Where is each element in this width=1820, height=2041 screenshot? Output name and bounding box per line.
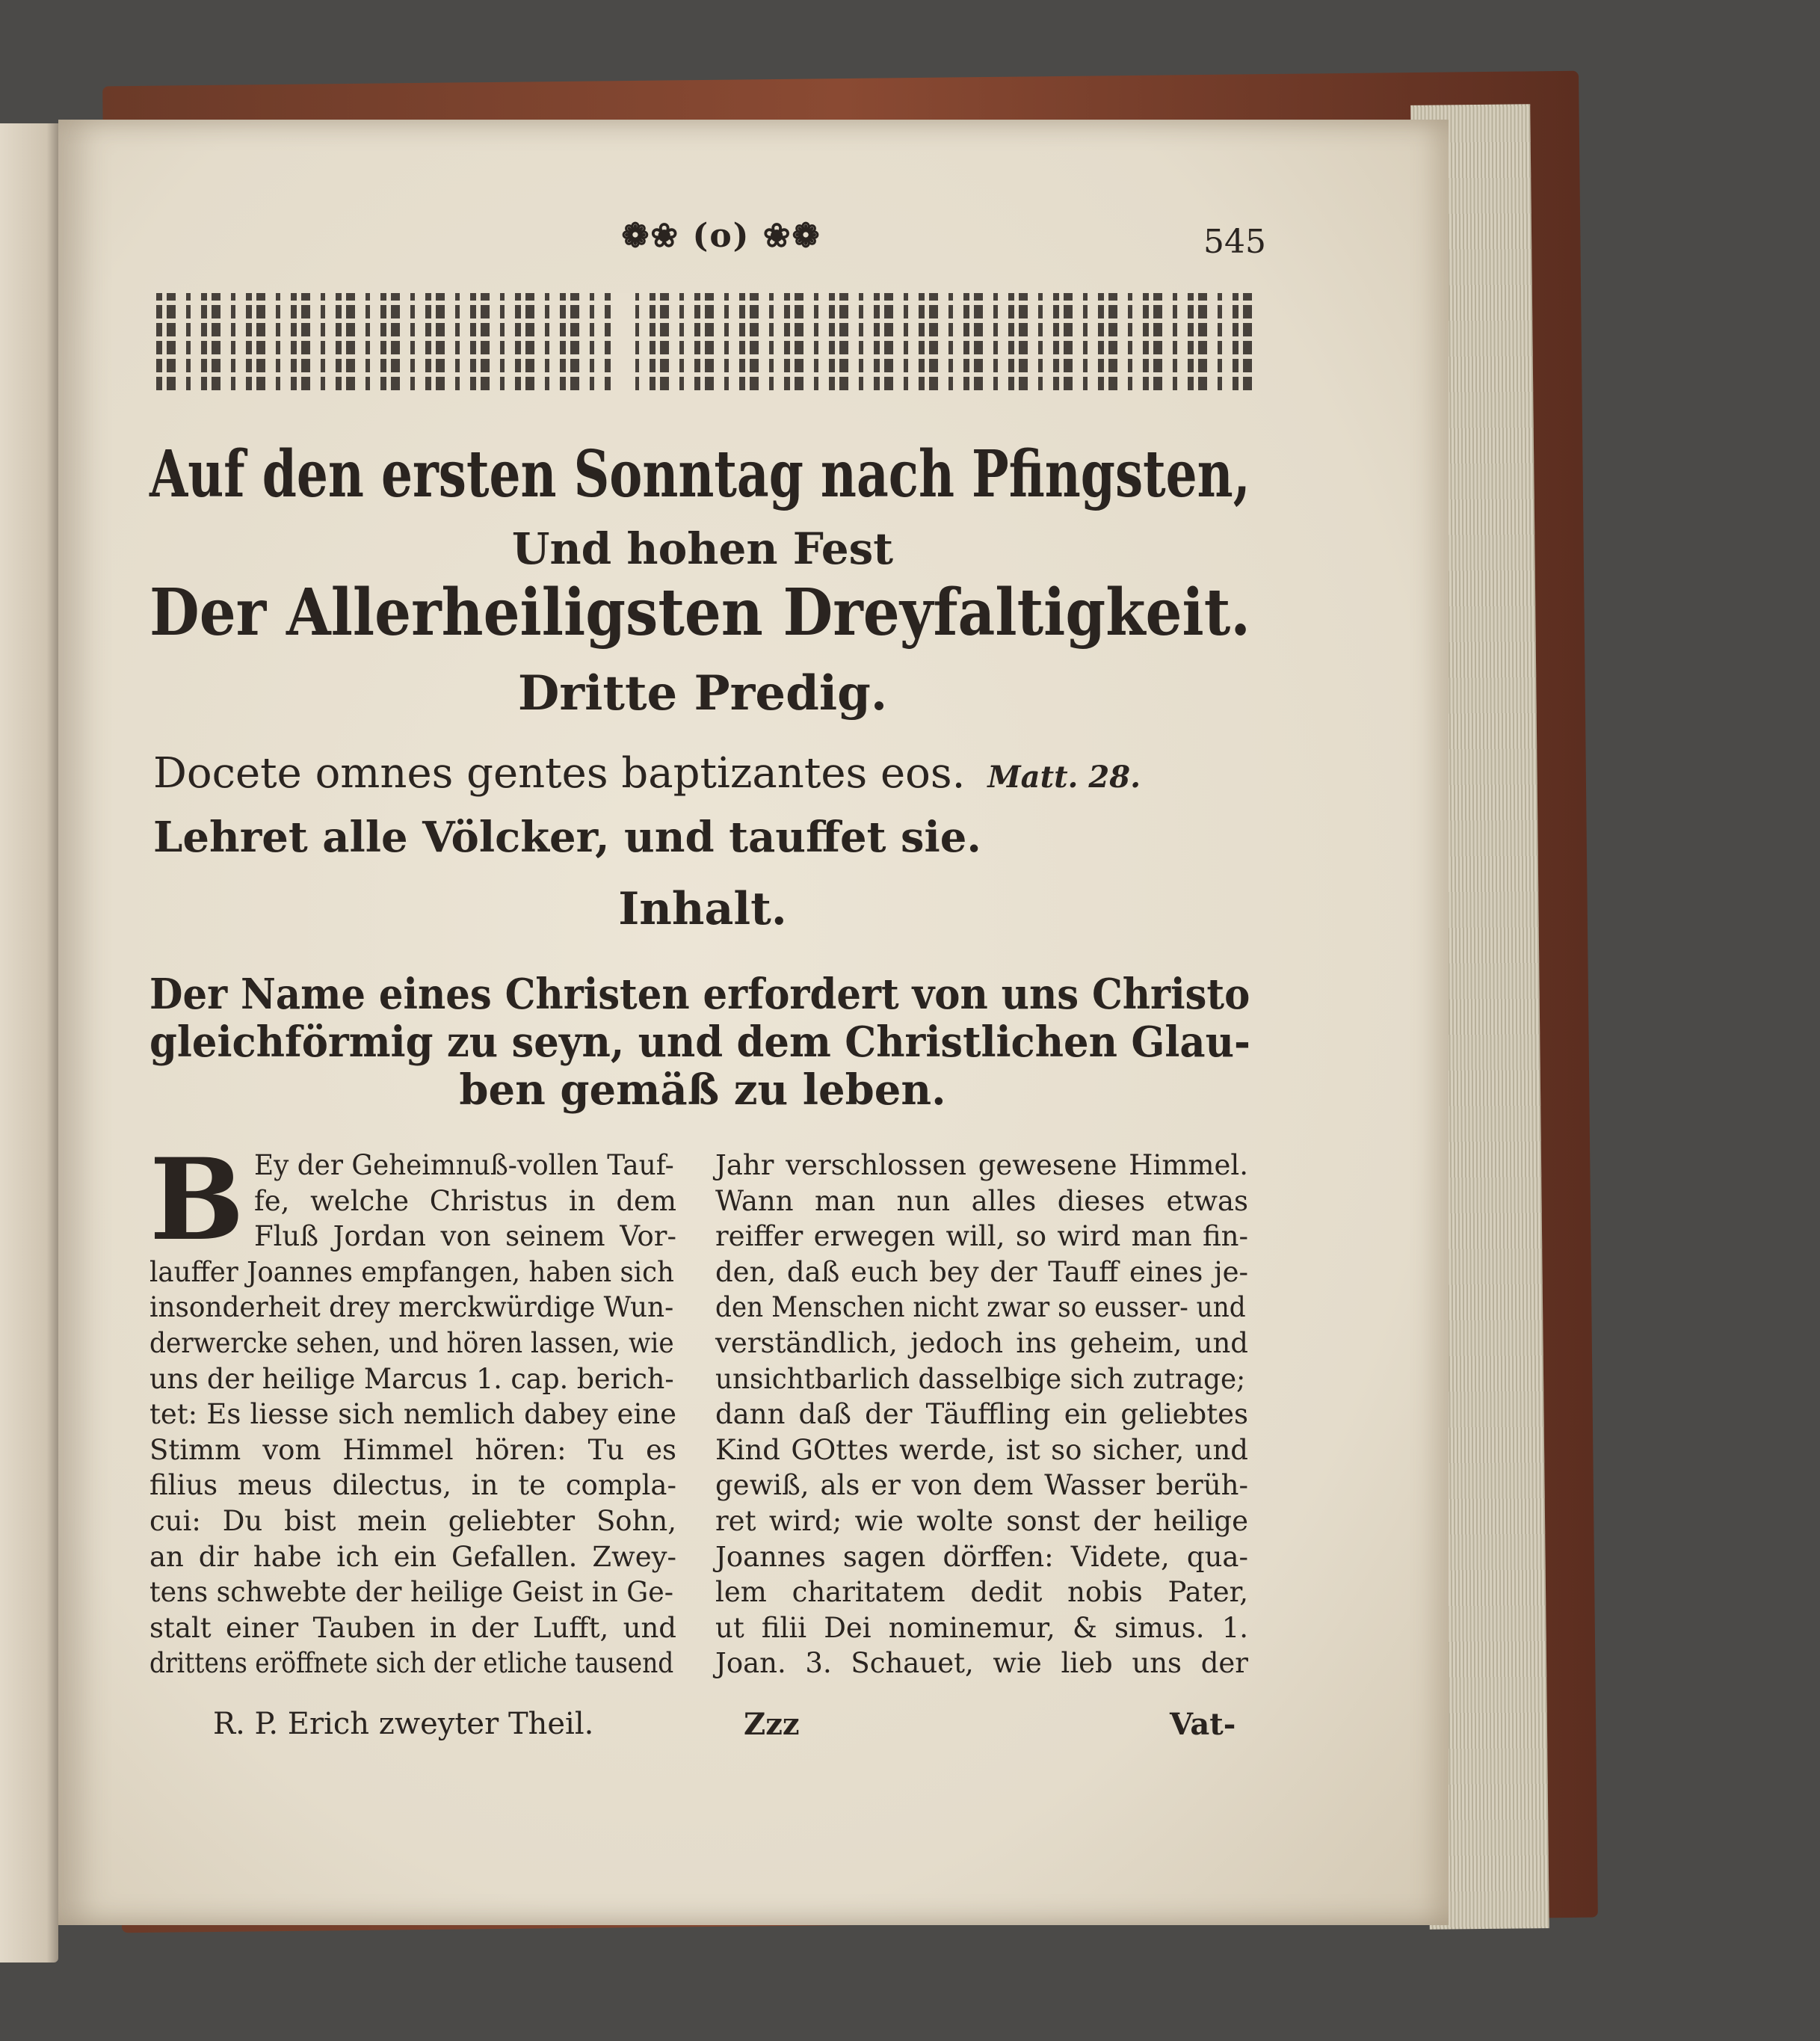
line-fit-wrapper: drittens eröffnete sich der etliche tausend (149, 1647, 674, 1680)
text-line: Jahr verschlossen gewesene Himmel. (715, 1149, 1248, 1181)
text-line: stalt einer Tauben in der Lufft, und (149, 1611, 676, 1644)
page-number: 545 (1203, 223, 1266, 261)
text-line (149, 1574, 676, 1610)
latin-reference: Matt. 28. (987, 760, 1141, 795)
left-column (149, 1148, 676, 1681)
text-line: gewiß, als er von dem Wasser berüh- (715, 1469, 1248, 1502)
latin-text: Docete omnes gentes baptizantes eos. (153, 749, 966, 798)
line-fit-wrapper: Auf den ersten Sonntag nach Pfingsten, (149, 437, 1250, 512)
footer-title: R. P. Erich zweyter Theil. (213, 1707, 594, 1741)
text-line: dann daß der Täuffling ein geliebtes (715, 1398, 1248, 1431)
text-line (149, 1361, 676, 1397)
german-epigraph: Lehret alle Völcker, und tauffet sie. (153, 813, 981, 862)
line-fit-wrapper: derwercke sehen, und hören lassen, wie (149, 1326, 674, 1359)
sermon-heading: Dritte Predig. (517, 665, 888, 721)
text-line: Wann man nun alles dieses etwas (715, 1184, 1248, 1217)
line-fit-wrapper: Der Allerheiligsten Dreyfaltigkeit. (149, 575, 1251, 650)
text-line: fe, welche Christus in dem (254, 1184, 676, 1217)
text-line (149, 1255, 676, 1290)
summary-line (149, 970, 1256, 1018)
line-fit-wrapper: Der Name eines Christen erfordert von uns Christo (149, 970, 1250, 1019)
ornamental-band (156, 293, 1256, 390)
text-line: verständlich, jedoch ins geheim, und (715, 1326, 1248, 1359)
ornament-divider (613, 293, 635, 390)
line-fit-wrapper: insonderheit drey merckwürdige Wun- (149, 1291, 674, 1324)
line-fit-wrapper: unsichtbarlich dasselbige sich zutrage; (715, 1362, 1246, 1395)
text-line: tet: Es liesse sich nemlich dabey eine (149, 1398, 676, 1431)
summary (149, 970, 1256, 1114)
text-line: filius meus dilectus, in te compla- (149, 1469, 676, 1502)
text-line: Stimm vom Himmel hören: Tu es (149, 1433, 676, 1466)
text-line: Kind GOttes werde, ist so sicher, und (715, 1433, 1248, 1466)
summary-line (149, 1018, 1256, 1066)
title-line-2: Und hohen Fest (511, 523, 894, 574)
title-line-3 (149, 576, 1256, 650)
contents-heading: Inhalt. (618, 883, 787, 935)
text-line (149, 1290, 676, 1326)
line-fit-wrapper: Ey der Geheimnuß-vollen Tauf- (254, 1149, 674, 1181)
text-line: reiffer erwegen will, so wird man fin- (715, 1220, 1248, 1253)
text-line (715, 1361, 1248, 1397)
title-line-1 (149, 437, 1256, 512)
text-line (149, 1148, 676, 1183)
text-line: Joan. 3. Schauet, wie lieb uns der (715, 1647, 1248, 1680)
text-line: ret wird; wie wolte sonst der heilige (715, 1504, 1248, 1537)
latin-epigraph (153, 748, 1252, 804)
catchword: Vat- (1170, 1707, 1236, 1742)
text-line: den, daß euch bey der Tauff eines je- (715, 1255, 1248, 1288)
text-line: Joannes sagen dörffen: Videte, qua- (715, 1540, 1248, 1573)
text-line (149, 1646, 676, 1681)
text-line: lem charitatem dedit nobis Pater, (715, 1576, 1248, 1609)
text-line (715, 1290, 1248, 1326)
header-mark: (o) (692, 217, 750, 255)
text-line: ut filii Dei nominemur, & simus. 1. (715, 1611, 1248, 1644)
summary-line: ben gemäß zu leben. (459, 1065, 946, 1115)
text-line: an dir habe ich ein Gefallen. Zwey- (149, 1540, 676, 1573)
header-ornament: ❁❀ (o) ❀❁ (621, 217, 821, 255)
line-fit-wrapper: tens schwebte der heilige Geist in Ge- (149, 1576, 674, 1609)
drop-cap: B (149, 1134, 244, 1266)
line-fit-wrapper: gleichförmig zu seyn, und dem Christlichen Glau- (149, 1018, 1250, 1067)
line-fit-wrapper: den Menschen nicht zwar so eusser- und (715, 1291, 1246, 1324)
text-line: cui: Du bist mein geliebter Sohn, (149, 1504, 676, 1537)
text-line: Fluß Jordan von seinem Vor- (254, 1220, 676, 1253)
right-column (715, 1148, 1248, 1681)
left-page-edge (0, 123, 58, 1962)
line-fit-wrapper: uns der heilige Marcus 1. cap. berich- (149, 1362, 674, 1395)
signature-mark: Zzz (744, 1707, 800, 1742)
text-line (149, 1326, 676, 1361)
line-fit-wrapper: lauffer Joannes empfangen, haben sich (149, 1255, 674, 1288)
